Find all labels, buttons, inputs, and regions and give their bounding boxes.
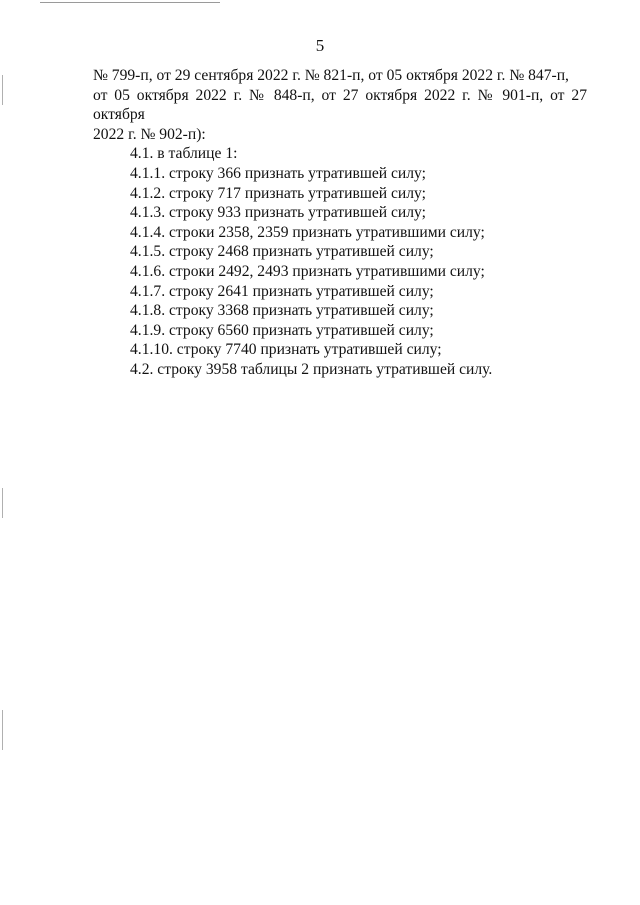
scan-edge-mark	[2, 75, 3, 105]
intro-line: № 799-п, от 29 сентября 2022 г. № 821-п, от 05 октября 2022 г. № 847-п,	[93, 67, 569, 84]
list-item: 4.1.2. строку 717 признать утратившей силу;	[130, 184, 426, 202]
list-item: 4.1.8. строку 3368 признать утратившей силу;	[130, 302, 434, 320]
list-item: 4.1.3. строку 933 признать утратившей силу;	[130, 204, 426, 222]
list-item: 4.1.5. строку 2468 признать утратившей силу;	[130, 243, 434, 261]
list-item: 4.1.9. строку 6560 признать утратившей силу;	[130, 321, 434, 339]
intro-line: 2022 г. № 902-п):	[93, 125, 206, 143]
list-item: 4.2. строку 3958 таблицы 2 признать утратившей силу.	[130, 360, 493, 378]
intro-line: от 05 октября 2022 г. № 848-п, от 27 октября 2022 г. № 901-п, от 27 октября	[93, 86, 587, 124]
list-item: 4.1. в таблице 1:	[130, 145, 238, 163]
scan-edge-mark	[2, 488, 3, 518]
list-item: 4.1.4. строки 2358, 2359 признать утратившими силу;	[130, 223, 485, 241]
page-number: 5	[315, 36, 325, 55]
scan-top-rule	[40, 2, 220, 3]
document-body	[93, 66, 587, 380]
list-item: 4.1.7. строку 2641 признать утратившей силу;	[130, 282, 434, 300]
scan-edge-mark	[2, 710, 3, 750]
list-item: 4.1.6. строки 2492, 2493 признать утратившими силу;	[130, 262, 485, 280]
list-item: 4.1.1. строку 366 признать утратившей силу;	[130, 164, 426, 182]
list-item: 4.1.10. строку 7740 признать утратившей силу;	[130, 341, 442, 359]
